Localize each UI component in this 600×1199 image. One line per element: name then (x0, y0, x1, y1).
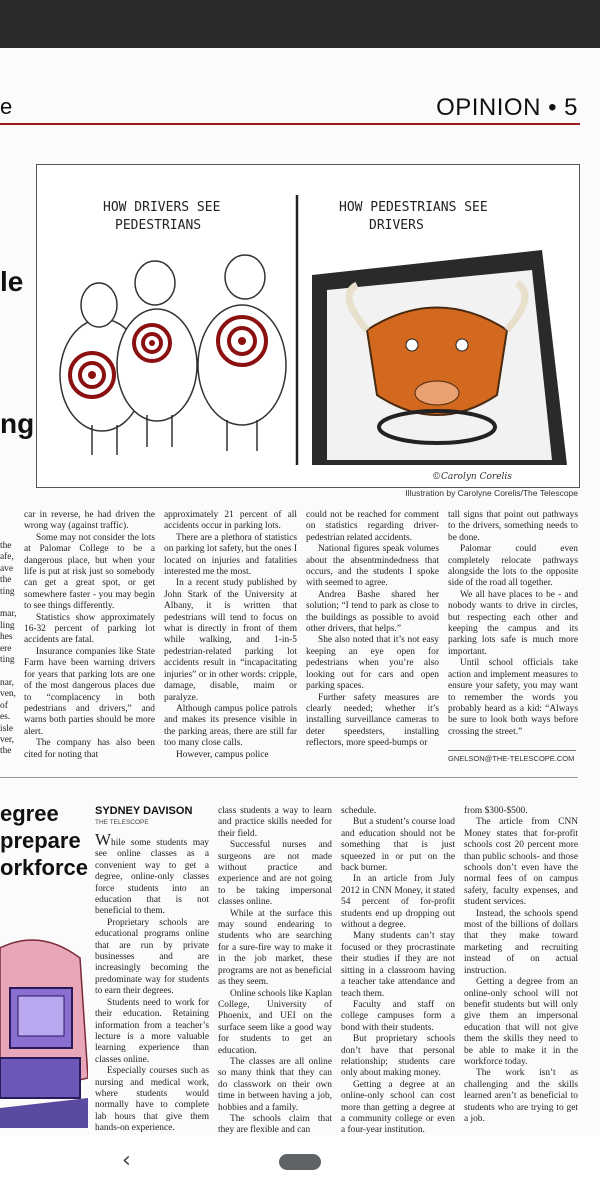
left-caption-line-1: HOW DRIVERS SEE (103, 200, 221, 215)
article-divider (0, 777, 578, 778)
paragraph: The company has also been cited for noting that (24, 738, 155, 760)
paragraph: Getting a degree from an online-only school will not benefit students but will only give them an impersonal education that will not give them the skills they need to be able to make it in the workforce today. (464, 977, 578, 1067)
header-left-fragment: e (0, 94, 13, 119)
paragraph: Students need to work for their education. Retaining information from a teacher’s lecture is a more valuable learning experience than classes online. (95, 997, 209, 1065)
paragraph: National figures speak volumes about the absentmindedness that occurs, and the students I spoke with seemed to agree. (306, 544, 439, 589)
paragraph: schedule. (341, 806, 377, 816)
fragment: mar, (0, 609, 17, 620)
paragraph: But a student’s course load and education should not be something that is just squeezed in or put on the back burner. (341, 817, 455, 874)
article2-byline-org: THE TELESCOPE (95, 819, 149, 826)
paragraph: Faculty and staff on college campuses form a bond with their students. (341, 999, 455, 1033)
paragraph: Instead, the schools spend most of the billions of dollars that they make toward marketing and recruiting instead of on actual instruction. (464, 908, 578, 976)
fragment: es. (0, 712, 11, 723)
headline-line: egree (0, 801, 59, 826)
paragraph: The classes are all online so many think that they can do classwork on their own time in between having a job, hobbies and a family. (218, 1056, 332, 1113)
article2-column-3 (341, 806, 455, 1137)
fragment: ver, (0, 734, 14, 745)
headline-line: prepare (0, 828, 81, 853)
paragraph: We all have places to be - and nobody wants to drive in circles, but respecting each other and keeping the campus and its parking lots safe is much more important. (448, 589, 578, 657)
fragment: ven, (0, 689, 16, 700)
article1-column-1 (24, 510, 155, 761)
headline-line: orkforce (0, 855, 89, 880)
article2-illustration (0, 928, 88, 1128)
fragment: the (0, 575, 12, 586)
paragraph: She also noted that it’s not easy keeping an eye open for pedestrians when you’re also looking out for cars and open parking spaces. (306, 635, 439, 692)
paragraph: tall signs that point out pathways to the drivers, something needs to be done. (448, 510, 578, 543)
cut-headline-line-2: ng (0, 408, 35, 439)
home-pill-button[interactable] (279, 1154, 321, 1170)
car-with-bull (312, 250, 567, 465)
paragraph: The schools claim that they are flexible and can (218, 1113, 332, 1136)
back-icon[interactable]: ‹ (122, 1148, 131, 1173)
paragraph: car in reverse, he had driven the wrong way (against traffic). (24, 510, 155, 532)
fragment: nar, (0, 677, 14, 688)
paragraph: The article from CNN Money states that for-profit schools cost 20 percent more than public schools- and those schools don’t even have the normal fees of on campus safety, faculty expenses, and student services. (464, 817, 578, 908)
paragraph: Many students can’t stay focused or they procrastinate their studies if they are not sitting in a classroom having a teacher take attendance and teach them. (341, 931, 455, 999)
paragraph (95, 830, 209, 918)
article2-headline (0, 800, 88, 881)
fragment: of (0, 700, 8, 711)
left-caption-line-2: PEDESTRIANS (115, 218, 202, 233)
paragraph: The work isn’t as challenging and the skills learned aren’t as beneficial to students who are trying to get a job. (464, 1068, 578, 1124)
paragraph: Palomar could even completely relocate pathways alongside the lots to the opposite side of the road all together. (448, 544, 578, 589)
paragraph: could not be reached for comment on statistics regarding driver-pedestrian related accidents. (306, 510, 439, 543)
fragment: the (0, 746, 12, 757)
article1-column-4 (448, 510, 578, 738)
paragraph: Online schools like Kaplan College, University of Phoenix, and UEI on the surface seem like a good way for students to get an education. (218, 988, 332, 1056)
article2-column-4 (464, 806, 578, 1125)
author-email[interactable]: GNELSON@THE-TELESCOPE.COM (448, 750, 576, 763)
paragraph: But proprietary schools don’t have that personal relationship; students care only about making money. (341, 1034, 455, 1079)
section-header: OPINION • 5 (436, 94, 578, 121)
cartoon-signature: ©Carolyn Corelis (432, 472, 512, 482)
header-rule (0, 123, 580, 125)
paragraph: In a recent study published by John Stark of the University at Albany, it is written that pedestrians will tend to focus on what is directly in front of them while walking, and 1-in-5 pedestrian-related parking lot accidents result in “incapacitating injuries” or in other words: cripple, damage, disable, maim or paralyze. (164, 578, 297, 703)
paragraph: There are a plethora of statistics on parking lot safety, but the ones I located on injuries and fatalities interested me the most. (164, 532, 297, 578)
paragraph: Proprietary schools are educational programs online that are run by private businesses and are increasingly becoming the predominate way for students to earn their degrees. (95, 917, 209, 997)
fragment: ting (0, 586, 15, 597)
fragment: the (0, 541, 12, 551)
paragraph: Until school officials take action and implement measures to ensure your safety, you may want to remember the words you probably heard as a kid: “Always be sure to look both ways before crossing the street.” (448, 658, 578, 737)
fragment (0, 598, 16, 609)
status-bar (0, 0, 600, 48)
article1-column-2 (164, 510, 297, 761)
paragraph: Especially courses such as nursing and medical work, where students would normally have to complete lab hours that give them hands-on experience. (95, 1066, 209, 1134)
fragment: ling (0, 620, 15, 631)
paragraph: In an article from July 2012 in CNN Money, it stated 54 percent of for-profit students end up dropping out without a degree. (341, 874, 455, 931)
paragraph: However, campus police (176, 749, 269, 760)
fragment (0, 666, 16, 677)
paragraph: approximately 21 percent of all accidents occur in parking lots. (164, 510, 297, 532)
article2-byline: SYDNEY DAVISON (95, 805, 193, 817)
paragraph: Insurance companies like State Farm have been warning drivers for years that parking lots are one of the most dangerous places due to “complacency in both pedestrians and drivers,” and warns both parties should be more alert. (24, 646, 155, 737)
article2-column-1 (95, 830, 209, 1135)
fragment: ave (0, 563, 14, 574)
paragraph: Further safety measures are clearly needed; whether it’s installing surveillance cameras to deter speedsters, installing reflectors, more speed-bumps or (306, 692, 439, 749)
paragraph: Getting a degree at an online-only school can cost more than getting a degree at a community college or even a four-year institution. (341, 1079, 455, 1136)
right-caption-line-2: DRIVERS (369, 218, 424, 233)
paragraph: Statistics show approximately 16-32 percent of parking lot accidents are fatal. (24, 612, 155, 646)
illustration-credit: Illustration by Carolyne Corelis/The Telescope (405, 488, 578, 498)
fragment: ting (0, 655, 15, 666)
drop-cap: W (95, 830, 112, 849)
editorial-cartoon (36, 164, 580, 488)
article2-column-2 (218, 806, 332, 1137)
article1-side-fragments (0, 541, 16, 758)
paragraph: Some may not consider the lots at Palomar College to be a dangerous place, but when your life is put at risk just so somebody can get a great spot, or get somewhere faster - you may begin to see things differently. (24, 532, 155, 612)
paragraph: Andrea Bashe shared her solution; “I tend to park as close to the buildings as possible to avoid other drivers, that helps.” (306, 589, 439, 635)
paragraph: While at the surface this may sound endearing to students who are searching for a sure-fire way to make it in the job market, these programs are not as beneficial as they seem. (218, 908, 332, 988)
paragraph: Successful nurses and surgeons are not made without practice and experience and are not going to be taking impersonal classes online. (218, 840, 332, 908)
computer-illustration (0, 928, 88, 1128)
cartoon-drawing (37, 165, 579, 487)
article1-column-3 (306, 510, 439, 750)
paragraph: Although campus police patrols and makes its presence visible in the parking areas, there are still far too many close calls. (164, 703, 297, 749)
fragment: afe, (0, 552, 14, 563)
right-caption-line-1: HOW PEDESTRIANS SEE (339, 200, 488, 215)
cut-headline-line-1: le (0, 266, 24, 297)
fragment: hes (0, 632, 13, 643)
fragment: ere (0, 643, 12, 654)
paragraph: from $300-$500. (464, 806, 528, 816)
paragraph: class students a way to learn and practice skills needed for their field. (218, 806, 332, 839)
fragment: isle (0, 723, 14, 734)
paragraph-text: hile some students may see online classes as a convenient way to get a degree, online-only classes force students into an education that is not beneficial to them. (95, 838, 209, 917)
